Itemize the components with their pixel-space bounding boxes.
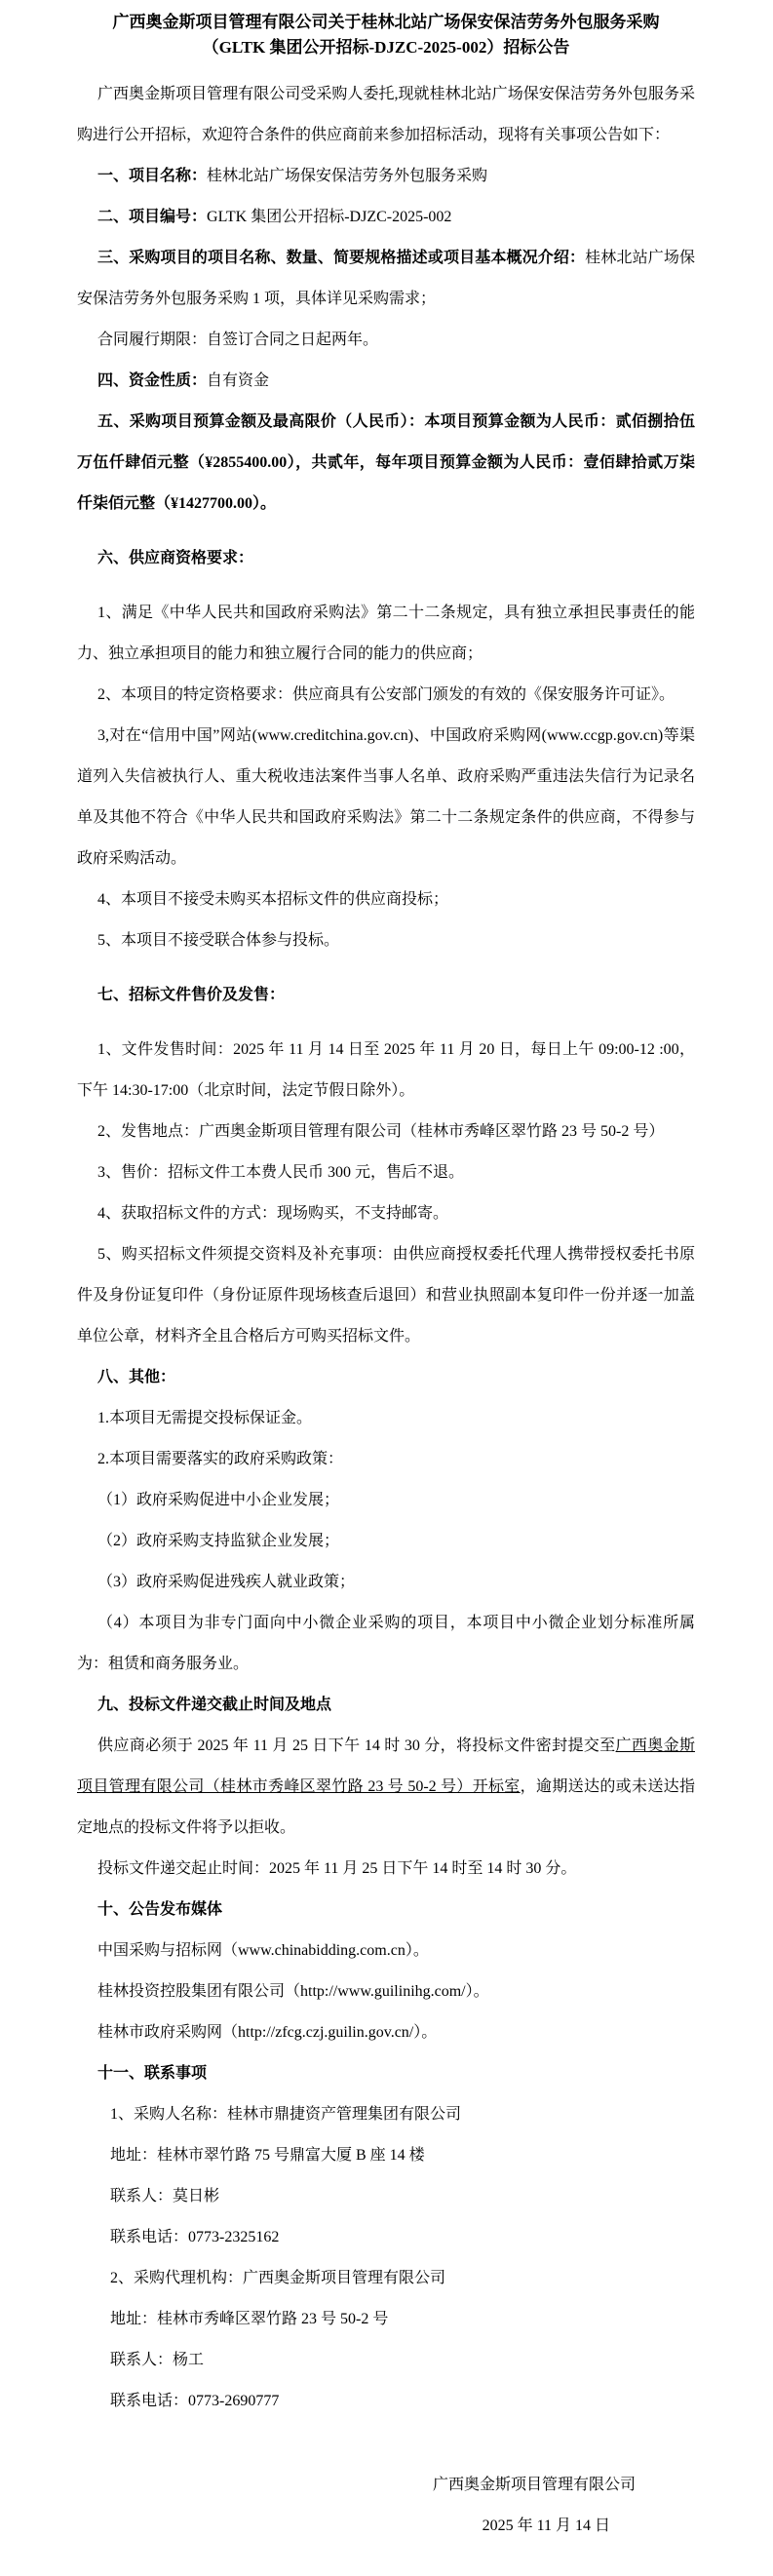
text-run: 2.本项目需要落实的政府采购政策： (97, 1451, 344, 1467)
text-run: 联系人：莫日彬 (110, 2188, 220, 2205)
qualification-item-2 (77, 675, 695, 716)
qualification-item-3 (77, 716, 695, 879)
text-run: 桂林市政府采购网（http://zfcg.czj.guilin.gov.cn/）。 (97, 2024, 438, 2041)
text-run: 桂林投资控股集团有限公司（http://www.guilinihg.com/）。 (97, 1983, 489, 2000)
text-run: 投标文件递交起止时间：2025 年 11 月 25 日下午 14 时至 14 时 30 分。 (97, 1860, 577, 1877)
qualification-item-4 (77, 879, 695, 920)
text-run: 地址：桂林市翠竹路 75 号鼎富大厦 B 座 14 楼 (110, 2147, 425, 2164)
text-run: 3、售价：招标文件工本费人民币 300 元，售后不退。 (97, 1164, 465, 1181)
section-5-budget (77, 402, 695, 525)
text-run: GLTK 集团公开招标-DJZC-2025-002 (207, 209, 452, 225)
text-run: 4、获取招标文件的方式：现场购买，不支持邮寄。 (97, 1205, 449, 1222)
sale-item-4-method (77, 1193, 695, 1234)
policy-item-3 (77, 1562, 695, 1603)
policy-item-1 (77, 1480, 695, 1521)
text-run: 广西奥金斯项目管理有限公司受采购人委托,现就桂林北站广场保安保洁劳务外包服务采购进行公开招标，欢迎符合条件的供应商前来参加招标活动，现将有关事项公告如下： (77, 86, 695, 143)
bold-text-run: 十、公告发布媒体 (97, 1901, 223, 1918)
text-run: 5、本项目不接受联合体参与投标。 (97, 932, 340, 949)
other-item-1 (77, 1398, 695, 1439)
bold-text-run: 五、采购项目预算金额及最高限价（人民币）：本项目预算金额为人民币：贰佰捌拾伍万伍仟肆佰元整（¥2855400.00），共贰年，每年项目预算金额为人民币：壹佰肆拾贰万柒仟柒佰元整（¥1427700.00）。 (77, 413, 695, 512)
text-run: （3）政府采购促进残疾人就业政策； (97, 1574, 356, 1590)
bold-text-run: 十一、联系事项 (97, 2065, 208, 2082)
bold-text-run: 六、供应商资格要求： (97, 550, 254, 566)
submission-deadline (77, 1726, 695, 1849)
bold-text-run: 七、招标文件售价及发售： (97, 987, 286, 1003)
policy-item-2 (77, 1521, 695, 1562)
bold-text-run: 九、投标文件递交截止时间及地点 (97, 1697, 332, 1713)
text-run: 合同履行期限：自签订合同之日起两年。 (97, 332, 379, 348)
agency-address (77, 2299, 695, 2340)
signature-company: 广西奥金斯项目管理有限公司 (432, 2477, 636, 2493)
media-item-2 (77, 1971, 695, 2012)
text-run: 中国采购与招标网（www.chinabidding.com.cn）。 (97, 1942, 429, 1959)
underlined-text-run: 广西奥金斯项目管理有限公司（桂林市秀峰区翠竹路 23 号 50-2 号）开标室 (77, 1737, 695, 1795)
text-run: 联系电话：0773-2325162 (110, 2229, 280, 2245)
text-run: 桂林北站广场保安保洁劳务外包服务采购 (207, 168, 488, 184)
text-run: 1.本项目无需提交投标保证金。 (97, 1410, 313, 1426)
other-item-2 (77, 1439, 695, 1480)
section-2-project-number (77, 197, 695, 238)
text-run: 自有资金 (207, 372, 270, 389)
text-run: 2、采购代理机构：广西奥金斯项目管理有限公司 (110, 2270, 446, 2286)
text-run: 2、本项目的特定资格要求：供应商具有公安部门颁发的有效的《保安服务许可证》。 (97, 686, 676, 703)
text-run: 1、采购人名称：桂林市鼎捷资产管理集团有限公司 (110, 2106, 462, 2123)
section-1-project-name (77, 156, 695, 197)
qualification-item-5 (77, 920, 695, 961)
agency-name (77, 2258, 695, 2299)
purchaser-address (77, 2135, 695, 2176)
agency-contact (77, 2340, 695, 2381)
policy-item-4 (77, 1603, 695, 1685)
text-run: 5、购买招标文件须提交资料及补充事项：由供应商授权委托代理人携带授权委托书原件及身份证复印件（身份证原件现场核查后退回）和营业执照副本复印件一份并逐一加盖单位公章，材料齐全且合格后方可购买招标文件。 (77, 1246, 695, 1345)
text-run: ，逾期送达的或未送达指定地点的投标文件将予以拒收。 (77, 1778, 695, 1836)
section-4-fund-nature (77, 361, 695, 402)
bold-text-run: 四、资金性质： (97, 372, 208, 389)
document-title (77, 10, 695, 60)
text-run: 3,对在“信用中国”网站(www.creditchina.gov.cn)、中国政府采购网(www.ccgp.gov.cn)等渠道列入失信被执行人、重大税收违法案件当事人名单、政府采购严重违法失信行为记录名单及其他不符合《中华人民共和国政府采购法》第二十二条规定条件的供应商，不得参与政府采购活动。 (77, 727, 695, 867)
text-run: 供应商必须于 2025 年 11 月 25 日下午 14 时 30 分，将投标文件密封提交至 (97, 1737, 616, 1754)
bold-text-run: 二、项目编号： (97, 209, 208, 225)
sale-item-3-price (77, 1152, 695, 1193)
text-run: 2、发售地点：广西奥金斯项目管理有限公司（桂林市秀峰区翠竹路 23 号 50-2 号） (97, 1123, 665, 1140)
submission-window (77, 1849, 695, 1890)
media-item-1 (77, 1931, 695, 1971)
document-title-line-1: 广西奥金斯项目管理有限公司关于桂林北站广场保安保洁劳务外包服务采购 (112, 13, 660, 31)
agency-phone (77, 2381, 695, 2422)
text-run: 4、本项目不接受未购买本招标文件的供应商投标； (97, 891, 449, 908)
sale-item-2-location (77, 1112, 695, 1152)
intro-paragraph (77, 74, 695, 156)
section-11-contact-heading (77, 2053, 695, 2094)
section-3-project-overview (77, 238, 695, 320)
section-8-other-heading (77, 1357, 695, 1398)
text-run: （4）本项目为非专门面向中小微企业采购的项目，本项目中小微企业划分标准所属为：租赁和商务服务业。 (77, 1615, 695, 1672)
text-run: （2）政府采购支持监狱企业发展； (97, 1533, 340, 1549)
purchaser-phone (77, 2217, 695, 2258)
text-run: 联系电话：0773-2690777 (110, 2393, 280, 2409)
bold-text-run: 一、项目名称： (97, 168, 208, 184)
purchaser-name (77, 2094, 695, 2135)
section-7-document-sale-heading (77, 975, 695, 1016)
document-title-line-2: （GLTK 集团公开招标-DJZC-2025-002）招标公告 (202, 38, 570, 57)
text-run: 1、文件发售时间：2025 年 11 月 14 日至 2025 年 11 月 20 日，每日上午 09:00-12 :00，下午 14:30-17:00（北京时间，法定节假日除外）。 (77, 1041, 695, 1099)
media-item-3 (77, 2012, 695, 2053)
text-run: 桂林北站广场保安保洁劳务外包服务采购 1 项，具体详见采购需求； (77, 250, 695, 307)
bold-text-run: 八、其他： (97, 1369, 176, 1386)
qualification-item-1 (77, 593, 695, 675)
sale-item-1-time (77, 1030, 695, 1112)
signature-date: 2025 年 11 月 14 日 (482, 2517, 610, 2534)
text-run: 1、满足《中华人民共和国政府采购法》第二十二条规定，具有独立承担民事责任的能力、独立承担项目的能力和独立履行合同的能力的供应商； (77, 605, 695, 662)
text-run: 地址：桂林市秀峰区翠竹路 23 号 50-2 号 (110, 2311, 389, 2327)
sale-item-5-materials (77, 1234, 695, 1357)
bold-text-run: 三、采购项目的项目名称、数量、简要规格描述或项目基本概况介绍： (97, 250, 586, 266)
document-body (77, 74, 695, 2422)
purchaser-contact (77, 2176, 695, 2217)
section-6-supplier-qualifications-heading (77, 538, 695, 579)
text-run: 联系人：杨工 (110, 2352, 205, 2368)
section-10-media-heading (77, 1890, 695, 1931)
text-run: （1）政府采购促进中小企业发展； (97, 1492, 340, 1508)
contract-period (77, 320, 695, 361)
section-9-deadline-heading (77, 1685, 695, 1726)
